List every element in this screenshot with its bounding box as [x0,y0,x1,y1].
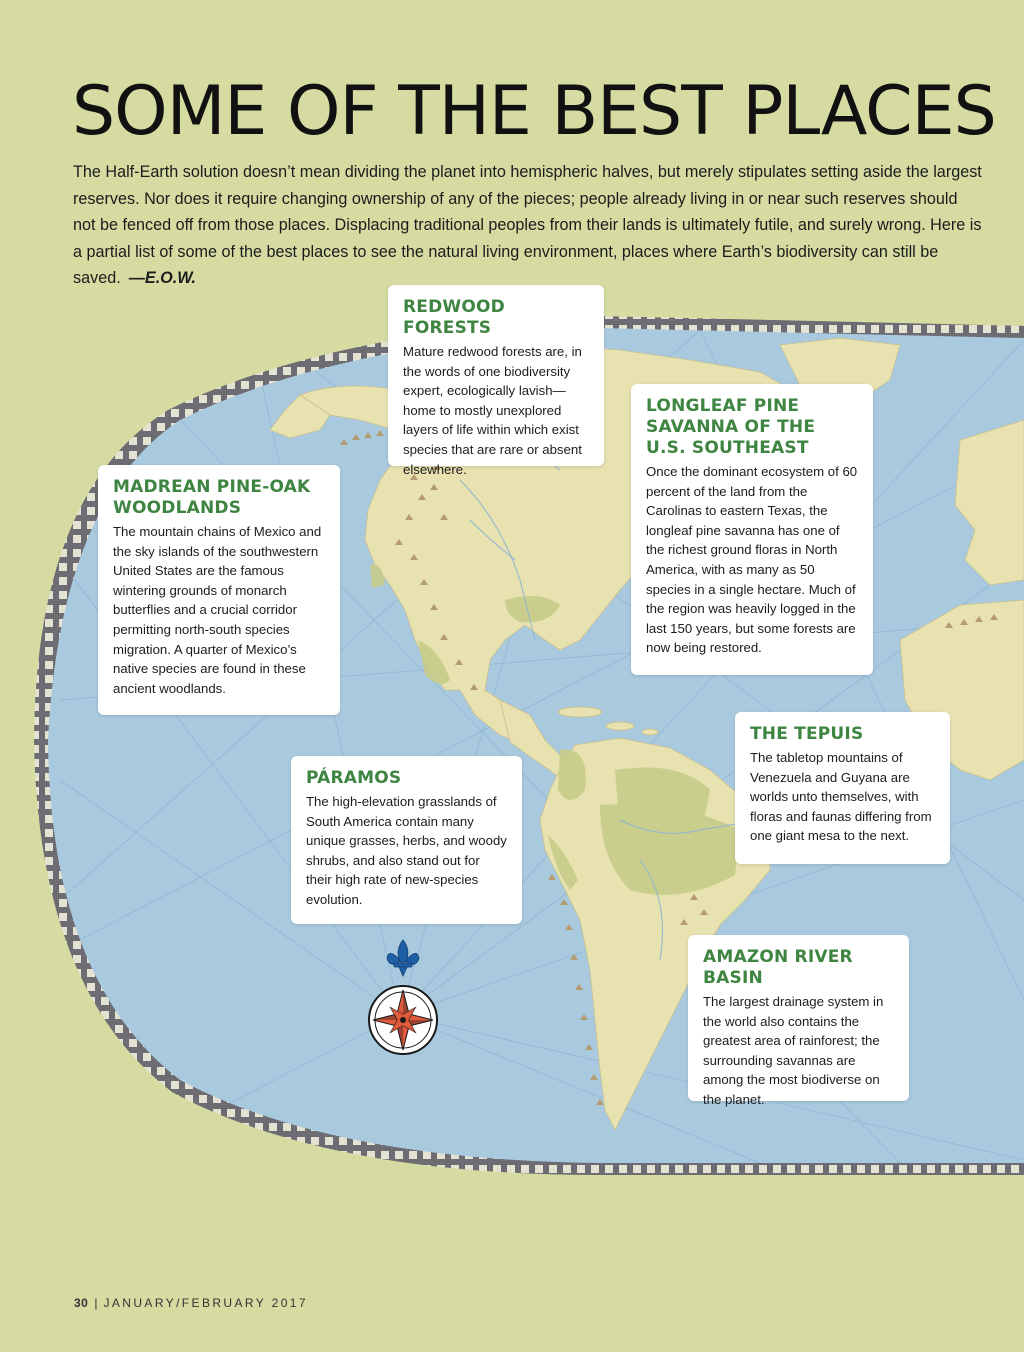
footer-separator: | [94,1296,98,1310]
card-text: Once the dominant ecosystem of 60 percent of the land from the Carolinas to eastern Texas, the longleaf pine savanna has one of the richest ground floras in North America, with as many as 50 species in a single hectare. Much of the region was heavily logged in the last 150 years, but some forests are now being restored. [646,464,858,656]
card-text: The high-elevation grasslands of South America contain many unique grasses, herbs, and woody shrubs, and also stand out for their high rate of new-species evolution. [306,794,507,907]
card-text: The tabletop mountains of Venezuela and Guyana are worlds unto themselves, with floras and faunas differing from one giant mesa to the next. [750,750,932,844]
card-title: THE TEPUIS [750,724,864,744]
intro-text: The Half-Earth solution doesn’t mean dividing the planet into hemispheric halves, but merely stipulates setting aside the largest reserves. Nor does it require changing ownership of any of the pieces; people already living in or near such reserves should not be fenced off from those places. Displacing traditional peoples from their lands is ultimately futile, and surely wrong. Here is a partial list of some of the best places to see the natural living environment, places where Earth’s biodiversity can still be saved. [73,163,982,287]
card-the-tepuis [735,712,950,864]
intro-paragraph [73,159,983,292]
page-footer [74,1296,308,1310]
card-title: REDWOOD FORESTS [403,297,505,338]
card-paramos [291,756,522,924]
page-number: 30 [74,1296,89,1310]
europe [955,420,1024,585]
compass-rose [369,986,437,1054]
card-text: The mountain chains of Mexico and the sky islands of the southwestern United States are the famous wintering grounds of monarch butterflies and a crucial corridor permitting north-south species migration. A quarter of Mexico’s native species are found in these ancient woodlands. [113,524,322,696]
card-title: MADREAN PINE-OAK WOODLANDS [113,477,311,518]
card-title: LONGLEAF PINE SAVANNA OF THE U.S. SOUTHEAST [646,396,816,458]
author-signature: —E.O.W. [128,269,196,287]
card-amazon-river-basin [688,935,909,1107]
issue-date: JANUARY/FEBRUARY 2017 [103,1296,308,1310]
page-title: SOME OF THE BEST PLACES [72,72,996,151]
card-redwood-forests [388,285,604,477]
card-longleaf-pine-savanna [631,384,873,675]
card-text: The largest drainage system in the world also contains the greatest area of rainforest; the surrounding savannas are among the most biodiverse on the planet. [703,994,884,1107]
card-madrean-pine-oak-woodlands [98,465,340,715]
card-text: Mature redwood forests are, in the words of one biodiversity expert, ecologically lavish—home to mostly unexplored layers of life within which exist species that are rare or absent elsewhere. [403,344,582,477]
card-title: PÁRAMOS [306,768,402,788]
card-title: AMAZON RIVER BASIN [703,947,853,988]
